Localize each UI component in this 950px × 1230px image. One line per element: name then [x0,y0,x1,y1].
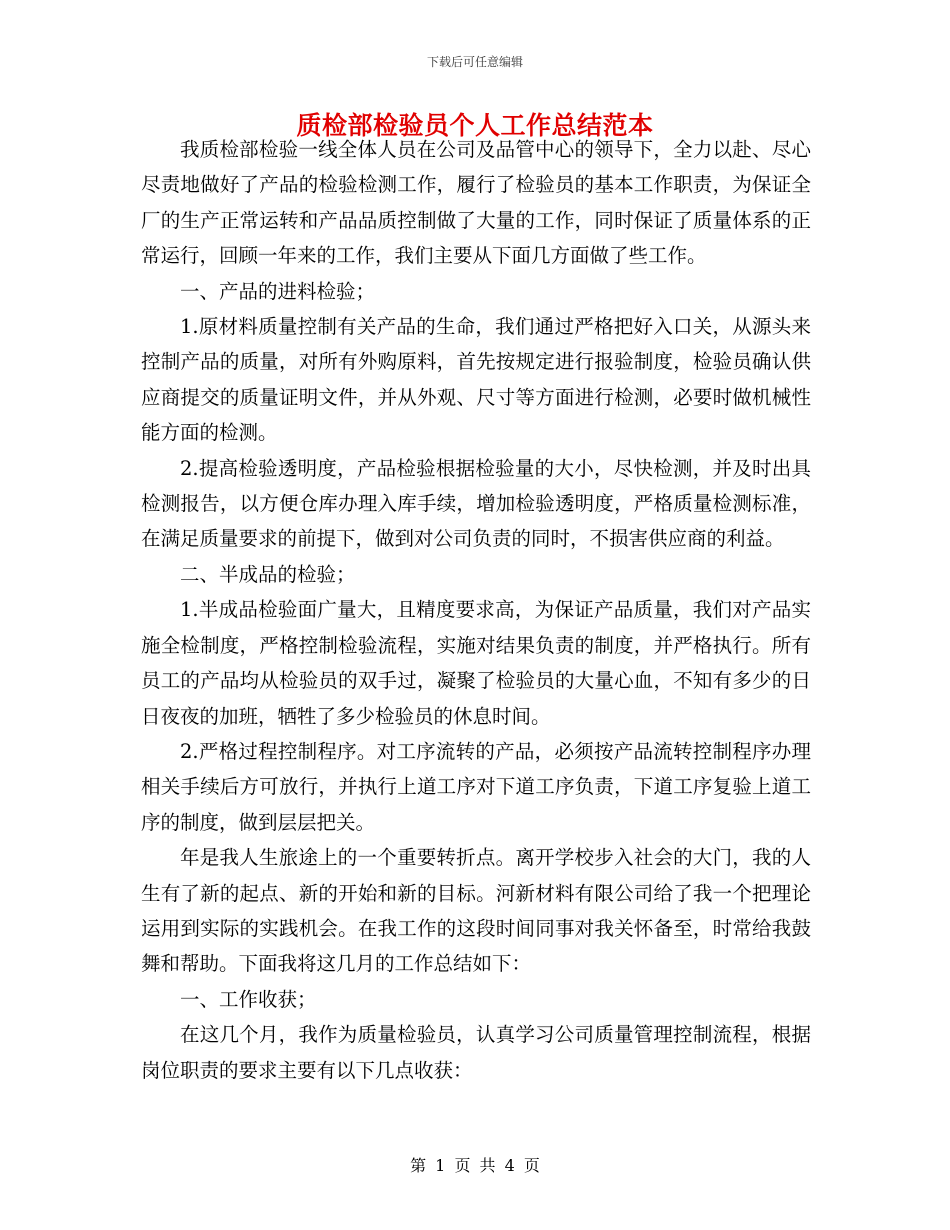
document-title: 质检部检验员个人工作总结范本 [296,111,654,140]
paragraph-intro: 我质检部检验一线全体人员在公司及品管中心的领导下，全力以赴、尽心尽责地做好了产品的检验检测工作，履行了检验员的基本工作职责，为保证全厂的生产正常运转和产品品质控制做了大量的工作，同时保证了质量体系的正常运行，回顾一年来的工作，我们主要从下面几方面做了些工作。 [141,138,811,268]
header-note: 下载后可任意编辑 [426,55,523,69]
page-footer: 第 1 页 共 4 页 [410,1156,540,1175]
document-body [141,132,811,1088]
paragraph-turning-point: 年是我人生旅途上的一个重要转折点。离开学校步入社会的大门，我的人生有了新的起点、新的开始和新的目标。河新材料有限公司给了我一个把理论运用到实际的实践机会。在我工作的这段时间同事对我关怀备至，时常给我鼓舞和帮助。下面我将这几月的工作总结如下： [141,846,811,976]
paragraph-raw-material-control: 1.原材料质量控制有关产品的生命，我们通过严格把好入口关，从源头来控制产品的质量，对所有外购原料，首先按规定进行报验制度，检验员确认供应商提交的质量证明文件，并从外观、尺寸等方面进行检测，必要时做机械性能方面的检测。 [141,315,811,445]
section-heading-incoming-inspection: 一、产品的进料检验； [180,279,376,303]
paragraph-inspection-transparency: 2.提高检验透明度，产品检验根据检验量的大小，尽快检测，并及时出具检测报告，以方便仓库办理入库手续，增加检验透明度，严格质量检测标准，在满足质量要求的前提下，做到对公司负责的同时，不损害供应商的利益。 [141,456,811,551]
paragraph-process-control: 2.严格过程控制程序。对工序流转的产品，必须按产品流转控制程序办理相关手续后方可放行，并执行上道工序对下道工序负责，下道工序复验上道工序的制度，做到层层把关。 [141,739,811,834]
section-heading-work-gains: 一、工作收获； [180,987,317,1011]
paragraph-gains-intro: 在这几个月，我作为质量检验员，认真学习公司质量管理控制流程，根据岗位职责的要求主要有以下几点收获： [141,1023,811,1082]
paragraph-semi-finished-full-inspection: 1.半成品检验面广量大，且精度要求高，为保证产品质量，我们对产品实施全检制度，严格控制检验流程，实施对结果负责的制度，并严格执行。所有员工的产品均从检验员的双手过，凝聚了检验员的大量心血，不知有多少的日日夜夜的加班，牺牲了多少检验员的休息时间。 [141,598,811,728]
section-heading-semi-finished-inspection: 二、半成品的检验； [180,562,356,586]
